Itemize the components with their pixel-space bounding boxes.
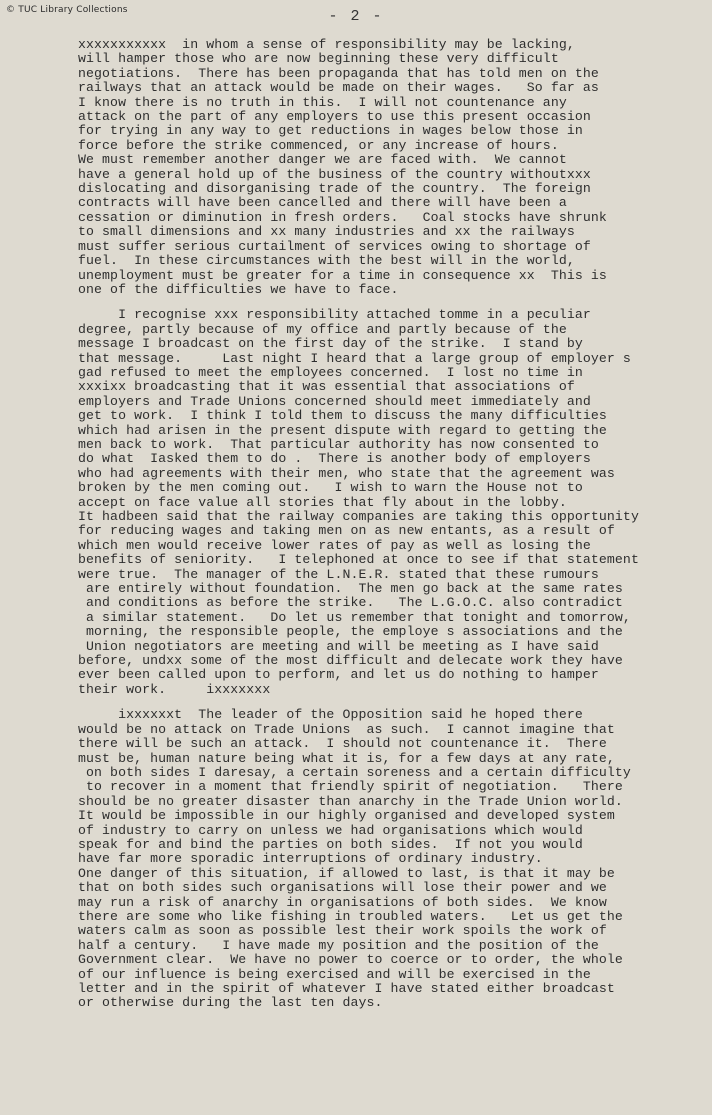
text-line: I recognise xxx responsibility attached tomme in a peculiar [78, 307, 591, 323]
text-line: message I broadcast on the first day of the strike. I stand by [78, 336, 583, 352]
text-line: which had arisen in the present dispute with regard to getting the [78, 422, 607, 438]
text-line: letter and in the spirit of whatever I have stated either broadcast [78, 981, 615, 996]
text-line: negotiations. There has been propaganda that has told men on the [78, 65, 599, 81]
text-line: a similar statement. Do let us remember that tonight and tomorrow, [78, 609, 631, 625]
text-line: degree, partly because of my office and partly because of the [78, 321, 567, 337]
collection-watermark: © TUC Library Collections [6, 5, 128, 15]
text-line: It hadbeen said that the railway companies are taking this opportunity [78, 509, 639, 524]
text-line: for trying in any way to get reductions in wages below those in [78, 123, 583, 139]
text-line: to recover in a moment that friendly spirit of negotiation. There [78, 779, 623, 795]
text-line: fuel. In these circumstances with the best will in the world, [78, 253, 575, 269]
text-line: force before the strike commenced, or any increase of hours. [78, 137, 559, 153]
text-line: were true. The manager of the L.N.E.R. stated that these rumours [78, 566, 599, 582]
text-line: I know there is no truth in this. I will not countenance any [78, 94, 567, 110]
text-line: It would be impossible in our highly organised and developed system [78, 808, 615, 824]
text-line: there will be such an attack. I should not countenance it. There [78, 736, 607, 752]
text-line: contracts will have been cancelled and there will have been a [78, 195, 567, 211]
text-line: cessation or diminution in fresh orders. Coal stocks have shrunk [78, 209, 607, 225]
text-line: unemployment must be greater for a time in consequence xx This is [78, 267, 607, 283]
text-line: of industry to carry on unless we had organisations which would [78, 822, 583, 838]
text-line: which men would receive lower rates of pay as well as losing the [78, 537, 591, 553]
text-line: attack on the part of any employers to use this present occasion [78, 109, 591, 125]
paragraph [78, 308, 708, 697]
text-line: who had agreements with their men, who state that the agreement was [78, 465, 615, 481]
text-line: employers and Trade Unions concerned should meet immediately and [78, 393, 591, 409]
text-line: that message. Last night I heard that a large group of employer s [78, 350, 631, 366]
paragraph [78, 38, 708, 297]
text-line: of our influence is being exercised and will be exercised in the [78, 966, 591, 982]
text-line: We must remember another danger we are faced with. We cannot [78, 152, 567, 168]
text-line: must be, human nature being what it is, for a few days at any rate, [78, 750, 615, 766]
text-line: morning, the responsible people, the employe s associations and the [78, 624, 623, 640]
page-number: - 2 - [328, 8, 384, 25]
text-line: railways that an attack would be made on their wages. So far as [78, 80, 599, 96]
paragraph [78, 708, 708, 1011]
text-line: xxxxxxxxxxx in whom a sense of responsibility may be lacking, [78, 37, 575, 52]
text-line: have a general hold up of the business of the country withoutxxx [78, 166, 591, 182]
text-line: speak for and bind the parties on both sides. If not you would [78, 836, 583, 852]
text-line: do what Iasked them to do . There is another body of employers [78, 451, 591, 467]
text-line: should be no greater disaster than anarchy in the Trade Union world. [78, 793, 623, 809]
text-line: waters calm as soon as possible lest their work spoils the work of [78, 923, 607, 939]
text-line: one of the difficulties we have to face. [78, 281, 399, 297]
text-line: xxxixx broadcasting that it was essential that associations of [78, 379, 575, 395]
text-line: gad refused to meet the employees concerned. I lost no time in [78, 364, 583, 380]
text-line: broken by the men coming out. I wish to warn the House not to [78, 480, 583, 496]
text-line: accept on face value all stories that fly about in the lobby. [78, 494, 567, 510]
text-line: must suffer serious curtailment of services owing to shortage of [78, 238, 591, 254]
text-line: dislocating and disorganising trade of the country. The foreign [78, 181, 591, 197]
text-line: their work. ixxxxxxx [78, 681, 271, 697]
text-line: benefits of seniority. I telephoned at once to see if that statement [78, 552, 639, 568]
text-line: may run a risk of anarchy in organisations of both sides. We know [78, 894, 607, 910]
text-line: half a century. I have made my position and the position of the [78, 937, 599, 953]
text-line: Union negotiators are meeting and will be meeting as I have said [78, 638, 599, 654]
text-line: One danger of this situation, if allowed to last, is that it may be [78, 865, 615, 881]
text-line: are entirely without foundation. The men go back at the same rates [78, 581, 623, 597]
text-line: on both sides I daresay, a certain soreness and a certain difficulty [78, 764, 631, 780]
text-line: have far more sporadic interruptions of ordinary industry. [78, 851, 543, 867]
text-line: and conditions as before the strike. The L.G.O.C. also contradict [78, 595, 623, 611]
text-line: there are some who like fishing in troubled waters. Let us get the [78, 908, 623, 924]
text-line: will hamper those who are now beginning these very difficult [78, 51, 559, 67]
text-line: men back to work. That particular authority has now consented to [78, 436, 599, 452]
text-line: Government clear. We have no power to coerce or to order, the whole [78, 952, 623, 968]
text-line: get to work. I think I told them to discuss the many difficulties [78, 408, 607, 424]
text-line: for reducing wages and taking men on as new entants, as a result of [78, 523, 615, 539]
text-line: ever been called upon to perform, and let us do nothing to hamper [78, 667, 599, 683]
typescript-body [78, 38, 708, 1022]
text-line: that on both sides such organisations will lose their power and we [78, 880, 607, 896]
text-line: to small dimensions and xx many industries and xx the railways [78, 224, 575, 240]
text-line: would be no attack on Trade Unions as such. I cannot imagine that [78, 721, 615, 737]
text-line: before, undxx some of the most difficult and delecate work they have [78, 653, 623, 669]
text-line: or otherwise during the last ten days. [78, 995, 383, 1011]
text-line: ixxxxxxt The leader of the Opposition said he hoped there [78, 707, 583, 723]
